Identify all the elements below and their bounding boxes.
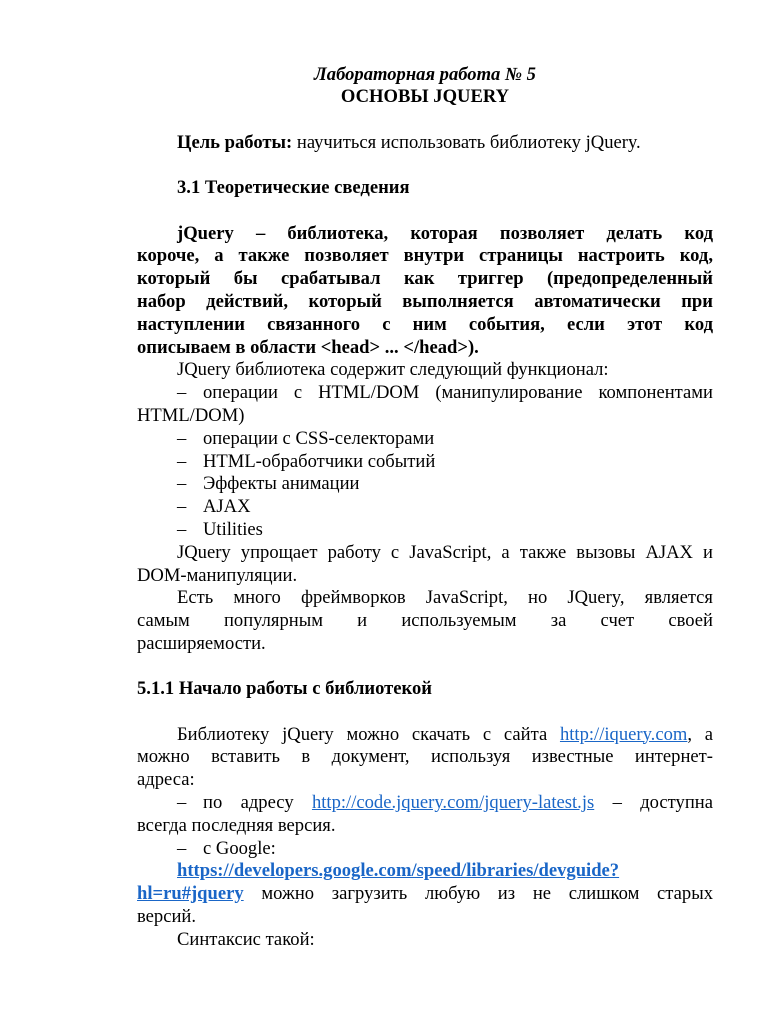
paragraph-line: расширяемости. bbox=[137, 632, 266, 654]
list-item-text: операции с HTML/DOM (манипулирование компонентами bbox=[203, 382, 713, 404]
features-intro: JQuery библиотека содержит следующий функционал: bbox=[177, 359, 609, 381]
features-list bbox=[137, 382, 713, 542]
text: – доступна bbox=[594, 791, 713, 813]
intro-line: который бы срабатывал как триггер (предопределенный bbox=[137, 268, 713, 290]
google-devguide-link-cont[interactable]: hl=ru#jquery bbox=[137, 883, 244, 905]
paragraph-line bbox=[137, 860, 713, 883]
list-item-text: HTML-обработчики событий bbox=[203, 450, 436, 472]
dash-bullet: – bbox=[177, 473, 187, 495]
list-item-text: Utilities bbox=[203, 518, 263, 540]
document-page bbox=[137, 64, 713, 952]
text: с Google: bbox=[203, 837, 276, 859]
intro-line: описываем в области <head> ... </head>). bbox=[137, 336, 479, 358]
list-item bbox=[137, 496, 713, 519]
text: Библиотеку jQuery можно скачать с сайта bbox=[177, 723, 560, 745]
paragraph-line: DOM-манипуляции. bbox=[137, 564, 298, 586]
list-item bbox=[137, 473, 713, 496]
dash-bullet: – bbox=[177, 837, 187, 859]
goal-label: Цель работы: bbox=[177, 132, 293, 153]
intro-line: короче, а также позволяет внутри страницы настроить код, bbox=[137, 245, 713, 267]
lab-title: Лабораторная работа № 5 bbox=[314, 64, 536, 85]
goal-text: научиться использовать библиотеку jQuery. bbox=[292, 132, 641, 153]
list-item bbox=[137, 451, 713, 474]
text: можно загрузить любую из не слишком старых bbox=[243, 883, 713, 905]
section-heading-start: 5.1.1 Начало работы с библиотекой bbox=[137, 677, 433, 699]
intro-line: jQuery – библиотека, которая позволяет делать код bbox=[177, 222, 713, 244]
syntax-line: Синтаксис такой: bbox=[177, 928, 315, 950]
download-paragraph bbox=[137, 724, 713, 792]
dash-bullet: – bbox=[177, 382, 187, 404]
lab-subtitle: ОСНОВЫ JQUERY bbox=[340, 86, 510, 107]
paragraph-line: можно вставить в документ, используя известные интернет- bbox=[137, 746, 713, 768]
text: , а bbox=[687, 723, 713, 745]
google-list-item bbox=[137, 838, 713, 861]
jquery-site-link[interactable]: http://iquery.com bbox=[559, 723, 688, 745]
goal-paragraph bbox=[137, 132, 713, 155]
popular-paragraph bbox=[137, 587, 713, 655]
list-item bbox=[137, 382, 713, 428]
paragraph-line bbox=[137, 724, 713, 747]
intro-line: набор действий, который выполняется автоматически при bbox=[137, 290, 713, 312]
list-item bbox=[137, 519, 713, 542]
list-item bbox=[137, 428, 713, 451]
intro-paragraph bbox=[137, 223, 713, 360]
list-item-text: операции с CSS-селекторами bbox=[203, 427, 435, 449]
paragraph-line: самым популярным и используемым за счет своей bbox=[137, 610, 713, 632]
google-paragraph bbox=[137, 860, 713, 928]
jquery-latest-link[interactable]: http://code.jquery.com/jquery-latest.js bbox=[311, 791, 595, 813]
dash-bullet: – bbox=[177, 496, 187, 518]
cdn-list-item bbox=[137, 792, 713, 838]
paragraph-line: Есть много фреймворков JavaScript, но JQuery, является bbox=[177, 587, 713, 609]
paragraph-line: адреса: bbox=[137, 769, 195, 791]
paragraph-line bbox=[137, 883, 713, 906]
paragraph-line: всегда последняя версия. bbox=[137, 814, 336, 836]
section-heading-theory: 3.1 Теоретические сведения bbox=[177, 176, 410, 198]
text: по адресу bbox=[203, 791, 312, 813]
paragraph-line: JQuery упрощает работу с JavaScript, а также вызовы AJAX и bbox=[177, 541, 713, 563]
google-devguide-link[interactable]: https://developers.google.com/speed/libraries/devguide? bbox=[177, 860, 620, 882]
intro-line: наступлении связанного с ним события, если этот код bbox=[137, 313, 713, 335]
paragraph-line: версий. bbox=[137, 905, 197, 927]
dash-bullet: – bbox=[177, 791, 187, 813]
list-item-text: Эффекты анимации bbox=[203, 473, 360, 495]
dash-bullet: – bbox=[177, 427, 187, 449]
list-item-text: HTML/DOM) bbox=[137, 404, 245, 426]
document-title bbox=[137, 64, 713, 108]
list-item-text: AJAX bbox=[203, 496, 251, 518]
simplify-paragraph bbox=[137, 542, 713, 588]
dash-bullet: – bbox=[177, 518, 187, 540]
dash-bullet: – bbox=[177, 450, 187, 472]
